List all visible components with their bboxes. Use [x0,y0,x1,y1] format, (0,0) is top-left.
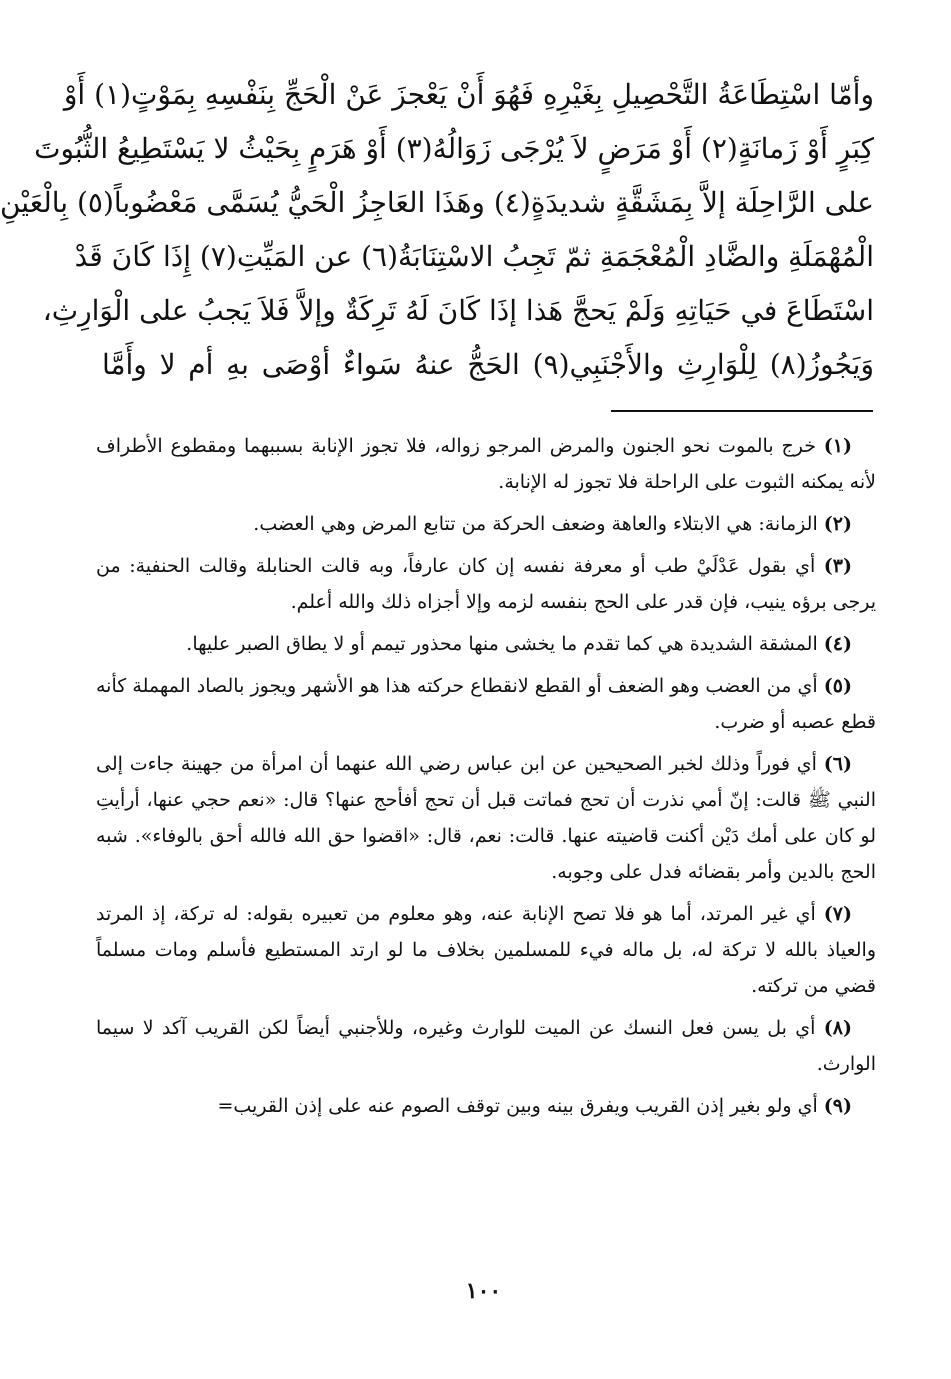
footnotes [96,428,876,1130]
page-number: ١٠٠ [465,1278,502,1304]
footnote [96,506,876,542]
main-text-line: الْمُهْمَلَةِ والضَّادِ الْمُعْجَمَةِ ثمّ تَجِبُ الاسْتِنَابَةُ(٦) عن المَيِّتِ(٧) إِذَا كَانَ قَدْ [74,240,874,273]
footnote-number: (٣) [823,555,853,577]
footnote [96,1088,876,1124]
main-text [0,68,874,392]
footnote-text: خرج بالموت نحو الجنون والمرض المرجو زواله، فلا تجوز الإنابة بسببهما ومقطوع الأطراف لأنه يمكنه الثبوت على الراحلة فلا تجوز له الإنابة. [96,435,876,493]
main-text-line: على الرَّاحِلَة إلاَّ بِمَشَقَّةٍ شديدَةٍ(٤) وهَذَا العَاجِزُ الْحَيُّ يُسَمَّى مَعْضُوباً(٥) بِالْعَيْنِ [0,186,874,219]
footnote-number: (٩) [823,1095,852,1117]
footnote-text: أي بقول عَدْلَيْ طب أو معرفة نفسه إن كان عارفاً، وبه قالت الحنابلة وقالت الحنفية: من يرجى برؤه ينيب، فإن قدر على الحج بنفسه لزمه وإلا أجزاه ذلك والله أعلم. [96,555,876,613]
footnote [96,626,876,662]
footnote [96,1010,876,1082]
main-text-line: وَيَجُوزُ(٨) لِلْوَارِثِ والأَجْنَبِي(٩) الحَجُّ عنهُ سَواءٌ أوْصَى بهِ أم لا وأَمَّا [102,348,874,381]
footnote-text: أي من العضب وهو الضعف أو القطع لانقطاع حركته هذا هو الأشهر ويجوز بالصاد المهملة كأنه قطع عصبه أو ضرب. [96,675,876,733]
footnote-text: المشقة الشديدة هي كما تقدم ما يخشى منها محذور تيمم أو لا يطاق الصبر عليها. [186,633,818,655]
footnote-number: (٢) [823,513,852,535]
footnote [96,428,876,500]
footnote-text: أي ولو بغير إذن القريب ويفرق بينه وبين توقف الصوم عنه على إذن القريب= [217,1095,818,1117]
footnote-text: الزمانة: هي الابتلاء والعاهة وضعف الحركة من تتابع المرض وهي العضب. [253,513,818,535]
footnote-number: (٦) [823,753,853,775]
footnote-text: أي بل يسن فعل النسك عن الميت للوارث وغيره، وللأجنبي أيضاً لكن القريب آكد لا سيما الوارث. [96,1017,876,1075]
footnote-number: (٨) [823,1017,852,1039]
footnote-text: أي غير المرتد، أما هو فلا تصح الإنابة عنه، وهو معلوم من تعبيره بقوله: له تركة، إذ المرتد والعياذ بالله لا تركة له، بل ماله فيء للمسلمين بخلاف ما لو ارتد المستطيع فأسلم ومات مسلماً قضي من تركته. [96,903,876,997]
footnote [96,548,876,620]
main-text-line: كِبَرٍ أَوْ زَمانَةٍ(٢) أَوْ مَرَضٍ لاَ يُرْجَى زَوَالُهُ(٣) أَوْ هَرَمٍ بِحَيْثُ لا يَسْتَطِيعُ الثُّبُوتَ [34,132,874,165]
footnote-text: أي فوراً وذلك لخبر الصحيحين عن ابن عباس رضي الله عنهما أن امرأة من جهينة جاءت إلى النبي ﷺ قالت: إنّ أمي نذرت أن تحج فماتت قبل أن تحج أفأحج عنها؟ قال: «نعم حجي عنها، أرأيتِ لو كان على أمك دَيْن أكنت قاضيته عنها. قالت: نعم، قال: «اقضوا حق الله فالله أحق بالوفاء». شبه الحج بالدين وأمر بقضائه فدل على وجوبه. [96,753,876,883]
footnote-number: (٤) [823,633,852,655]
main-text-line: اسْتَطَاعَ في حَيَاتِهِ وَلَمْ يَحجَّ هَذا إذَا كَانَ لَهُ تَرِكَةٌ وإلاَّ فَلاَ يَجبُ على الْوَارِثِ، [42,294,874,327]
main-text-line: وأمّا اسْتِطَاعَةُ التَّحْصِيلِ بِغَيْرِهِ فَهُوَ أَنْ يَعْجزَ عَنْ الْحَجِّ بِنَفْسِهِ بِمَوْتٍ(١) أَوْ [63,78,874,111]
footnote-number: (٧) [823,903,852,925]
footnote [96,668,876,740]
footnote [96,746,876,890]
footnote-divider [611,410,873,412]
footnote [96,896,876,1004]
footnote-number: (١) [823,435,852,457]
footnote-number: (٥) [823,675,852,697]
